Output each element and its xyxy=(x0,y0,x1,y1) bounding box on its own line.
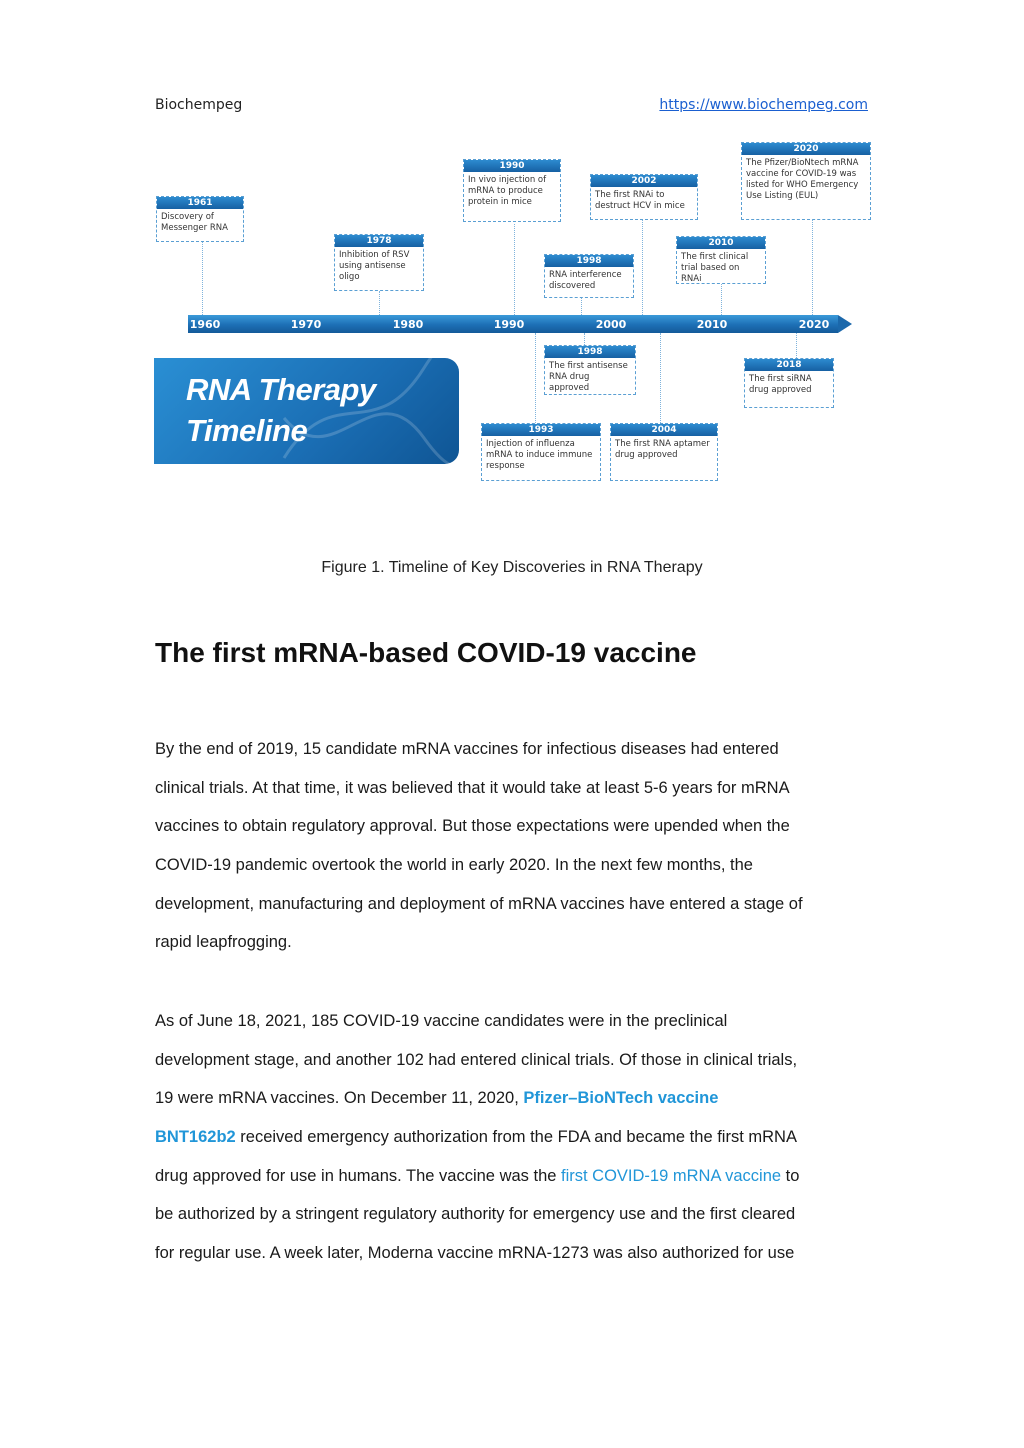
axis-tick-label: 1980 xyxy=(392,318,424,331)
section-heading: The first mRNA-based COVID-19 vaccine xyxy=(155,637,697,668)
text-span: to xyxy=(781,1166,800,1185)
text-line xyxy=(155,1118,895,1157)
event-description: The Pfizer/BioNtech mRNA vaccine for COVID-19 was listed for WHO Emergency Use Listing (EUL) xyxy=(746,158,859,201)
axis-tick-label: 1970 xyxy=(290,318,322,331)
timeline-event xyxy=(481,423,601,481)
connector-line xyxy=(379,291,380,315)
timeline-event xyxy=(741,142,871,220)
figure-caption: Figure 1. Timeline of Key Discoveries in RNA Therapy xyxy=(321,559,703,576)
event-year: 1990 xyxy=(464,160,560,172)
timeline-event xyxy=(676,236,766,284)
event-description: In vivo injection of mRNA to produce protein in mice xyxy=(468,175,547,207)
pfizer-biontech-vaccine-link[interactable]: Pfizer–BioNTech vaccine xyxy=(523,1089,719,1108)
event-description: The first RNA aptamer drug approved xyxy=(615,439,710,460)
event-year: 1961 xyxy=(157,197,243,209)
text-line: COVID-19 pandemic overtook the world in early 2020. In the next few months, the xyxy=(155,856,753,875)
event-year: 2002 xyxy=(591,175,697,187)
axis-tick-label: 1990 xyxy=(493,318,525,331)
paragraph-2 xyxy=(155,1002,895,1273)
site-name: Biochempeg xyxy=(155,97,243,113)
text-line: development stage, and another 102 had entered clinical trials. Of those in clinical trials, xyxy=(155,1050,798,1069)
connector-line xyxy=(514,224,515,315)
bnt162b2-link[interactable]: BNT162b2 xyxy=(155,1128,236,1147)
axis-tick-label: 2010 xyxy=(696,318,728,331)
timeline-event xyxy=(744,358,834,408)
text-line: be authorized by a stringent regulatory authority for emergency use and the first cleared xyxy=(155,1205,796,1224)
timeline-event xyxy=(544,254,634,298)
timeline-event xyxy=(590,174,698,220)
connector-line xyxy=(660,333,661,423)
timeline-banner xyxy=(154,358,459,464)
text-line: for regular use. A week later, Moderna vaccine mRNA-1273 was also authorized for use xyxy=(155,1244,795,1263)
connector-line xyxy=(721,284,722,315)
first-covid-mrna-vaccine-link[interactable]: first COVID-19 mRNA vaccine xyxy=(561,1166,782,1185)
timeline-event xyxy=(463,159,561,222)
event-year: 1998 xyxy=(545,346,635,358)
event-description: The first antisense RNA drug approved xyxy=(549,361,628,393)
rna-therapy-timeline-figure xyxy=(154,138,874,488)
event-description: RNA interference discovered xyxy=(549,270,622,291)
axis-tick-label: 1960 xyxy=(189,318,221,331)
text-line: rapid leapfrogging. xyxy=(155,933,292,952)
event-year: 2020 xyxy=(742,143,870,155)
event-description: Discovery of Messenger RNA xyxy=(161,212,228,233)
connector-line xyxy=(796,333,797,358)
text-span: 19 were mRNA vaccines. On December 11, 2020, xyxy=(155,1089,524,1108)
connector-line xyxy=(202,242,203,315)
event-year: 1998 xyxy=(545,255,633,267)
axis-tick-label: 2000 xyxy=(595,318,627,331)
connector-line xyxy=(581,298,582,315)
text-span: received emergency authorization from the FDA and became the first mRNA xyxy=(235,1128,797,1147)
site-url-link[interactable]: https://www.biochempeg.com xyxy=(659,97,868,113)
text-line: clinical trials. At that time, it was believed that it would take at least 5-6 years for mRNA xyxy=(155,778,790,797)
text-line: By the end of 2019, 15 candidate mRNA vaccines for infectious diseases had entered xyxy=(155,740,779,758)
event-year: 2004 xyxy=(611,424,717,436)
event-year: 2010 xyxy=(677,237,765,249)
connector-line xyxy=(812,218,813,315)
timeline-event xyxy=(544,345,636,395)
paragraph-1 xyxy=(155,730,895,962)
text-line xyxy=(155,1079,895,1118)
banner-title-line1: RNA Therapy xyxy=(186,372,376,407)
timeline-event xyxy=(334,234,424,291)
timeline-event xyxy=(156,196,244,242)
connector-line xyxy=(535,333,536,423)
event-description: Injection of influenza mRNA to induce immune response xyxy=(486,439,593,471)
connector-line xyxy=(642,220,643,315)
event-year: 1993 xyxy=(482,424,600,436)
banner-title-line2: Timeline xyxy=(186,413,308,448)
text-line xyxy=(155,1157,895,1196)
timeline-event xyxy=(610,423,718,481)
axis-tick-label: 2020 xyxy=(798,318,830,331)
text-line: vaccines to obtain regulatory approval. But those expectations were upended when the xyxy=(155,817,790,836)
text-line: As of June 18, 2021, 185 COVID-19 vaccine candidates were in the preclinical xyxy=(155,1012,728,1030)
text-span: drug approved for use in humans. The vaccine was the xyxy=(155,1166,562,1185)
connector-line xyxy=(584,333,585,345)
text-line: development, manufacturing and deployment of mRNA vaccines have entered a stage of xyxy=(155,894,803,913)
event-description: The first RNAi to destruct HCV in mice xyxy=(595,190,685,211)
event-description: The first clinical trial based on RNAi xyxy=(681,252,749,284)
event-year: 1978 xyxy=(335,235,423,247)
event-description: The first siRNA drug approved xyxy=(749,374,812,395)
timeline-arrow-icon xyxy=(838,315,852,333)
event-description: Inhibition of RSV using antisense oligo xyxy=(339,250,410,282)
event-year: 2018 xyxy=(745,359,833,371)
